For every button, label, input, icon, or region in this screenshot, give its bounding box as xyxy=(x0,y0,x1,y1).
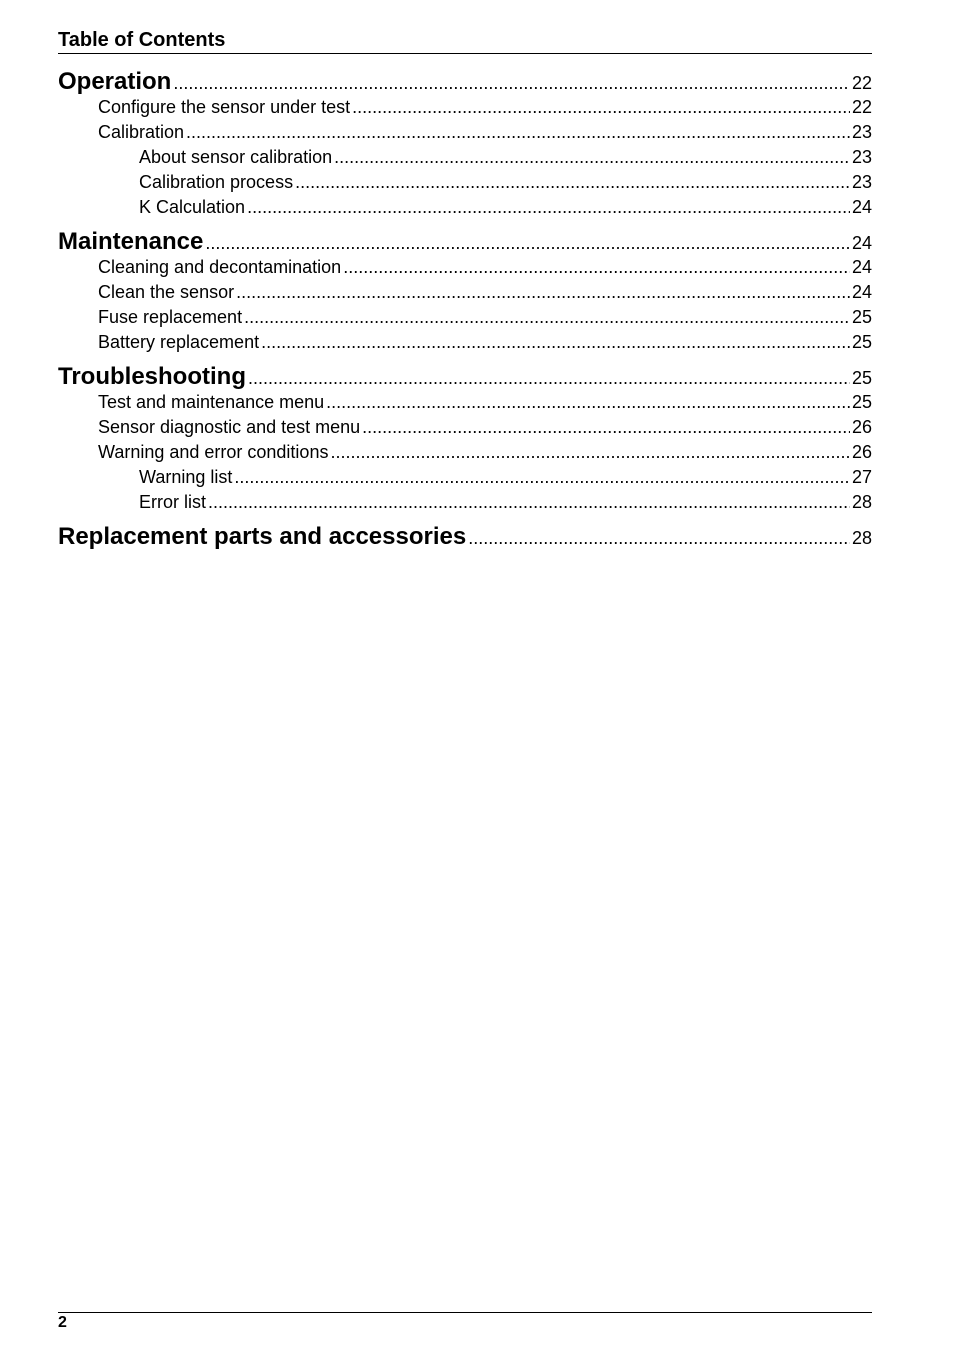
toc-section-replacement-parts[interactable] xyxy=(58,515,872,550)
toc-section-operation[interactable] xyxy=(58,60,872,95)
footer-page-number: 2 xyxy=(58,1314,67,1331)
toc-item-label: Calibration process xyxy=(139,172,294,192)
dot-leader xyxy=(334,145,850,170)
toc-section-maintenance[interactable] xyxy=(58,220,872,255)
toc-page-number: 22 xyxy=(851,97,872,117)
toc-item-warning-list[interactable] xyxy=(58,465,872,490)
toc-page-number: 27 xyxy=(851,467,872,487)
toc-header xyxy=(58,28,872,54)
dot-leader xyxy=(247,195,850,220)
dot-leader xyxy=(244,305,850,330)
toc-page-number: 24 xyxy=(851,233,872,253)
toc-item-battery-replacement[interactable] xyxy=(58,330,872,355)
toc-page-number: 28 xyxy=(851,528,872,548)
toc-item-label: Configure the sensor under test xyxy=(98,97,351,117)
toc-item-warning-error-conditions[interactable] xyxy=(58,440,872,465)
toc-page-number: 25 xyxy=(851,332,872,352)
dot-leader xyxy=(362,415,850,440)
toc-page-number: 24 xyxy=(851,257,872,277)
toc-item-clean-sensor[interactable] xyxy=(58,280,872,305)
toc-item-k-calculation[interactable] xyxy=(58,195,872,220)
toc-page-number: 26 xyxy=(851,417,872,437)
toc-item-label: Test and maintenance menu xyxy=(98,392,325,412)
toc-page-number: 26 xyxy=(851,442,872,462)
toc-item-label: Warning and error conditions xyxy=(98,442,329,462)
toc-page-number: 25 xyxy=(851,307,872,327)
table-of-contents xyxy=(58,60,872,550)
dot-leader xyxy=(261,330,850,355)
toc-section-troubleshooting[interactable] xyxy=(58,355,872,390)
toc-page-number: 23 xyxy=(851,122,872,142)
dot-leader xyxy=(468,516,850,560)
dot-leader xyxy=(330,440,850,465)
toc-page-number: 24 xyxy=(851,282,872,302)
toc-section-title: Troubleshooting xyxy=(58,363,246,390)
toc-item-configure-sensor[interactable] xyxy=(58,95,872,120)
toc-item-fuse-replacement[interactable] xyxy=(58,305,872,330)
toc-section-title: Maintenance xyxy=(58,228,204,255)
dot-leader xyxy=(352,95,850,120)
toc-item-test-maintenance-menu[interactable] xyxy=(58,390,872,415)
dot-leader xyxy=(295,170,850,195)
toc-section-title: Replacement parts and accessories xyxy=(58,523,467,550)
toc-item-label: K Calculation xyxy=(139,197,246,217)
dot-leader xyxy=(208,490,850,515)
toc-page-number: 28 xyxy=(851,492,872,512)
toc-item-about-calibration[interactable] xyxy=(58,145,872,170)
toc-page-number: 25 xyxy=(851,368,872,388)
toc-item-label: Clean the sensor xyxy=(98,282,235,302)
toc-page-number: 22 xyxy=(851,73,872,93)
toc-page-number: 24 xyxy=(851,197,872,217)
toc-item-cleaning[interactable] xyxy=(58,255,872,280)
toc-section-title: Operation xyxy=(58,68,172,95)
dot-leader xyxy=(186,120,850,145)
dot-leader xyxy=(236,280,850,305)
toc-item-label: About sensor calibration xyxy=(139,147,333,167)
page-footer xyxy=(58,1312,872,1333)
toc-item-label: Fuse replacement xyxy=(98,307,243,327)
dot-leader xyxy=(326,390,850,415)
toc-item-label: Calibration xyxy=(98,122,185,142)
dot-leader xyxy=(343,255,850,280)
toc-page-number: 23 xyxy=(851,147,872,167)
toc-item-calibration[interactable] xyxy=(58,120,872,145)
toc-item-label: Cleaning and decontamination xyxy=(98,257,342,277)
page-title: Table of Contents xyxy=(58,29,226,51)
toc-item-sensor-diagnostic-menu[interactable] xyxy=(58,415,872,440)
toc-page-number: 25 xyxy=(851,392,872,412)
toc-item-calibration-process[interactable] xyxy=(58,170,872,195)
dot-leader xyxy=(234,465,850,490)
toc-item-label: Error list xyxy=(139,492,206,512)
toc-page-number: 23 xyxy=(851,172,872,192)
toc-item-error-list[interactable] xyxy=(58,490,872,515)
toc-item-label: Battery replacement xyxy=(98,332,260,352)
toc-item-label: Sensor diagnostic and test menu xyxy=(98,417,361,437)
toc-item-label: Warning list xyxy=(139,467,233,487)
